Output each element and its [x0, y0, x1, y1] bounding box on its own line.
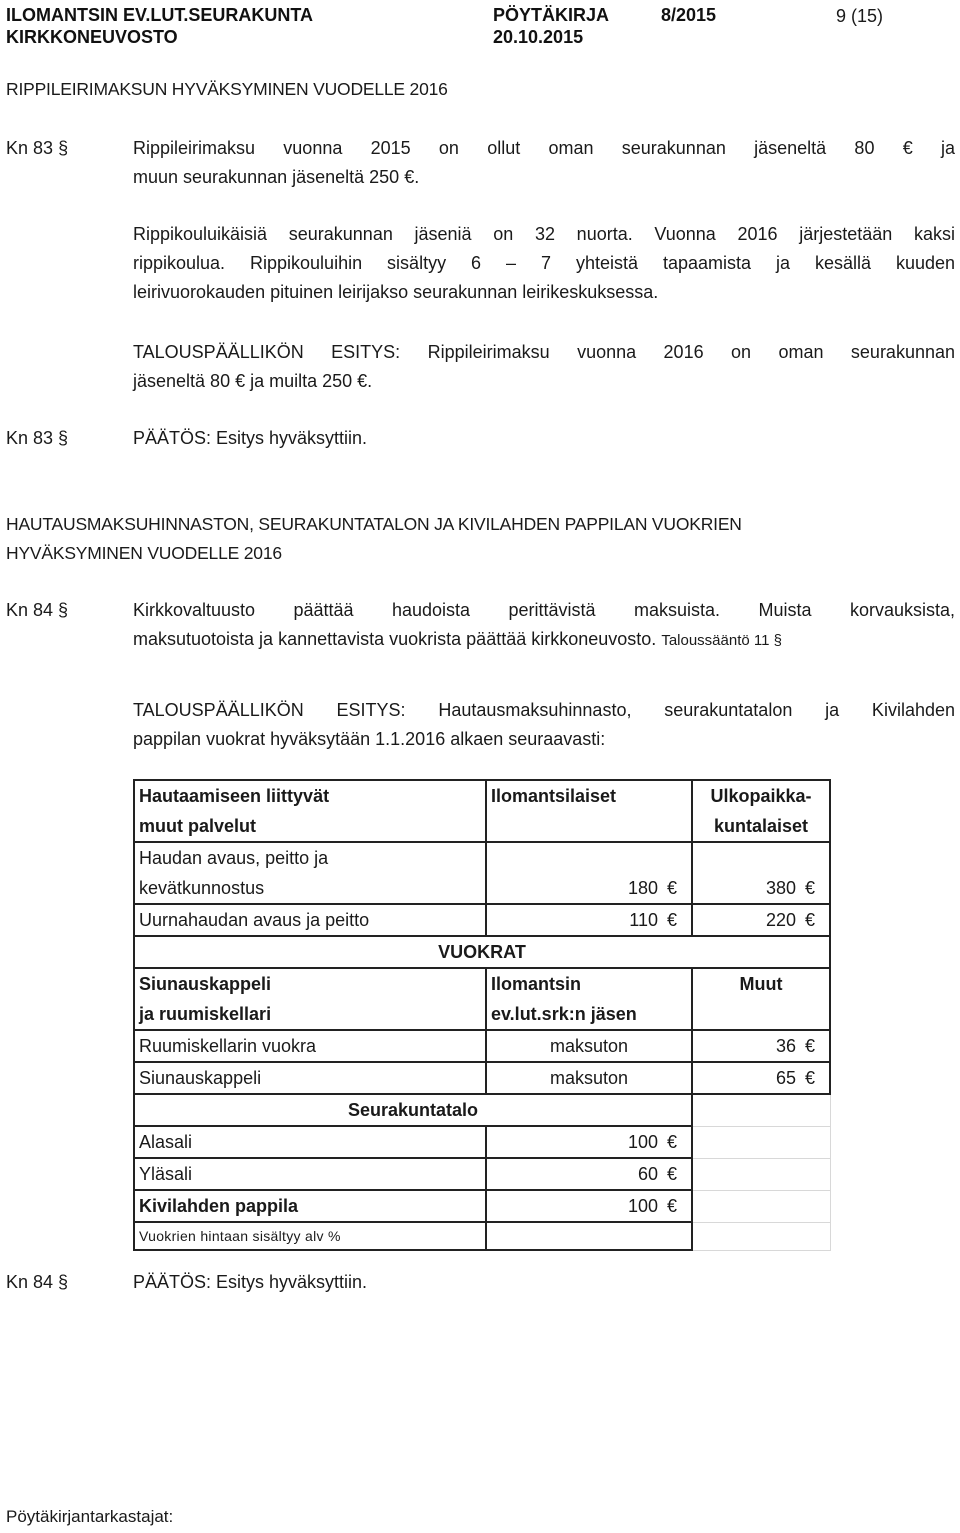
table-cell: Siunauskappeli [134, 1062, 486, 1094]
table-header-cell: Hautaamiseen liittyvät muut palvelut [134, 780, 486, 842]
table-cell: 65 € [692, 1062, 830, 1094]
page-number: 9 (15) [836, 6, 884, 26]
euro-icon: € [666, 1164, 677, 1184]
table-section-heading: Seurakuntatalo [134, 1094, 692, 1126]
table-header-cell: Siunauskappeli ja ruumiskellari [134, 968, 486, 1030]
table-cell: Uurnahaudan avaus ja peitto [134, 904, 486, 936]
paragraph-fee-proposal: TALOUSPÄÄLLIKÖN ESITYS: Hautausmaksuhinnasto, seurakuntatalon ja Kivilahden pappilan vuokrat hyväksytään 1.1.2016 alkaen seuraavasti: [133, 700, 955, 749]
table-cell: maksuton [486, 1030, 692, 1062]
meeting-date: 20.10.2015 [493, 27, 584, 47]
section-ref: Kn 84 § [6, 600, 69, 620]
section-title-fees-cont: HYVÄKSYMINEN VUODELLE 2016 [6, 543, 282, 563]
table-header-cell: Ilomantsin ev.lut.srk:n jäsen [486, 968, 692, 1030]
paragraph-participants: Rippikouluikäisiä seurakunnan jäseniä on 32 nuorta. Vuonna 2016 järjestetään kaksi rippikoulua. Rippikouluihin sisältyy 6 – 7 yhteistä tapaamista ja kesällä kuuden leirivuorokauden pituinen leirijakso seurakunnan leirikeskuksessa. [133, 224, 955, 302]
euro-icon: € [804, 878, 815, 898]
decision-text: PÄÄTÖS: Esitys hyväksyttiin. [133, 1272, 368, 1292]
table-row [134, 1190, 830, 1222]
organization-name: ILOMANTSIN EV.LUT.SEURAKUNTA [6, 5, 314, 25]
table-row [134, 1062, 830, 1094]
section-title-confirmation-fee: RIPPILEIRIMAKSUN HYVÄKSYMINEN VUODELLE 2016 [6, 79, 448, 99]
table-row [134, 968, 830, 1030]
table-cell [692, 1222, 830, 1250]
paragraph-authority: Kirkkovaltuusto päättää haudoista perittävistä maksuista. Muista korvauksista, maksutuotoista ja kannettavista vuokrista päättää kirkkoneuvosto. Taloussääntö 11 § [133, 600, 955, 649]
table-section-heading: VUOKRAT [134, 936, 830, 968]
table-row [134, 1158, 830, 1190]
table-header-cell: Ilomantsilaiset [486, 780, 692, 842]
table-cell: Yläsali [134, 1158, 486, 1190]
euro-icon: € [804, 1068, 815, 1088]
document-type: PÖYTÄKIRJA [493, 5, 610, 25]
fee-table [133, 779, 831, 1251]
euro-icon: € [666, 1132, 677, 1152]
table-row [134, 1222, 830, 1250]
table-row [134, 780, 830, 842]
table-row [134, 1094, 830, 1126]
table-row [134, 904, 830, 936]
table-cell: 36 € [692, 1030, 830, 1062]
section-ref: Kn 83 § [6, 138, 69, 158]
table-row [134, 842, 830, 904]
decision-ref: Kn 83 § [6, 428, 69, 448]
table-cell: 60 € [486, 1158, 692, 1190]
paragraph-current-fee: Rippileirimaksu vuonna 2015 on ollut oman seurakunnan jäseneltä 80 € ja muun seurakunnan jäseneltä 250 €. [133, 138, 955, 187]
rule-reference: Taloussääntö 11 § [661, 632, 782, 649]
table-cell [692, 1190, 830, 1222]
table-cell [692, 1158, 830, 1190]
table-row [134, 936, 830, 968]
table-header-cell: Muut [692, 968, 830, 1030]
table-cell: 100 € [486, 1126, 692, 1158]
section-title-fees: HAUTAUSMAKSUHINNASTON, SEURAKUNTATALON JA KIVILAHDEN PAPPILAN VUOKRIEN [6, 514, 742, 534]
table-cell: 110 € [486, 904, 692, 936]
table-cell: 380 € [692, 842, 830, 904]
table-cell: 100 € [486, 1190, 692, 1222]
paragraph-sign-icon: § [58, 138, 69, 158]
table-cell: maksuton [486, 1062, 692, 1094]
table-cell [692, 1126, 830, 1158]
table-cell: 180 € [486, 842, 692, 904]
table-row [134, 1030, 830, 1062]
euro-icon: € [666, 910, 677, 930]
euro-icon: € [666, 1196, 677, 1216]
euro-icon: € [804, 1036, 815, 1056]
euro-icon: € [666, 878, 677, 898]
table-cell [692, 1094, 830, 1126]
table-row [134, 1126, 830, 1158]
euro-icon: € [804, 910, 815, 930]
table-header-cell: Ulkopaikka- kuntalaiset [692, 780, 830, 842]
decision-text: PÄÄTÖS: Esitys hyväksyttiin. [133, 428, 368, 448]
table-cell: Ruumiskellarin vuokra [134, 1030, 486, 1062]
table-cell: Alasali [134, 1126, 486, 1158]
table-cell: Haudan avaus, peitto ja kevätkunnostus [134, 842, 486, 904]
decision-ref: Kn 84 § [6, 1272, 69, 1292]
table-footnote: Vuokrien hintaan sisältyy alv % [134, 1222, 486, 1250]
paragraph-proposal: TALOUSPÄÄLLIKÖN ESITYS: Rippileirimaksu vuonna 2016 on oman seurakunnan jäseneltä 80 € ja muilta 250 €. [133, 342, 955, 391]
document-number: 8/2015 [661, 5, 717, 25]
table-cell: Kivilahden pappila [134, 1190, 486, 1222]
table-cell: 220 € [692, 904, 830, 936]
minute-checkers-label: Pöytäkirjantarkastajat: [6, 1507, 174, 1526]
table-cell [486, 1222, 692, 1250]
body-name: KIRKKONEUVOSTO [6, 27, 178, 47]
